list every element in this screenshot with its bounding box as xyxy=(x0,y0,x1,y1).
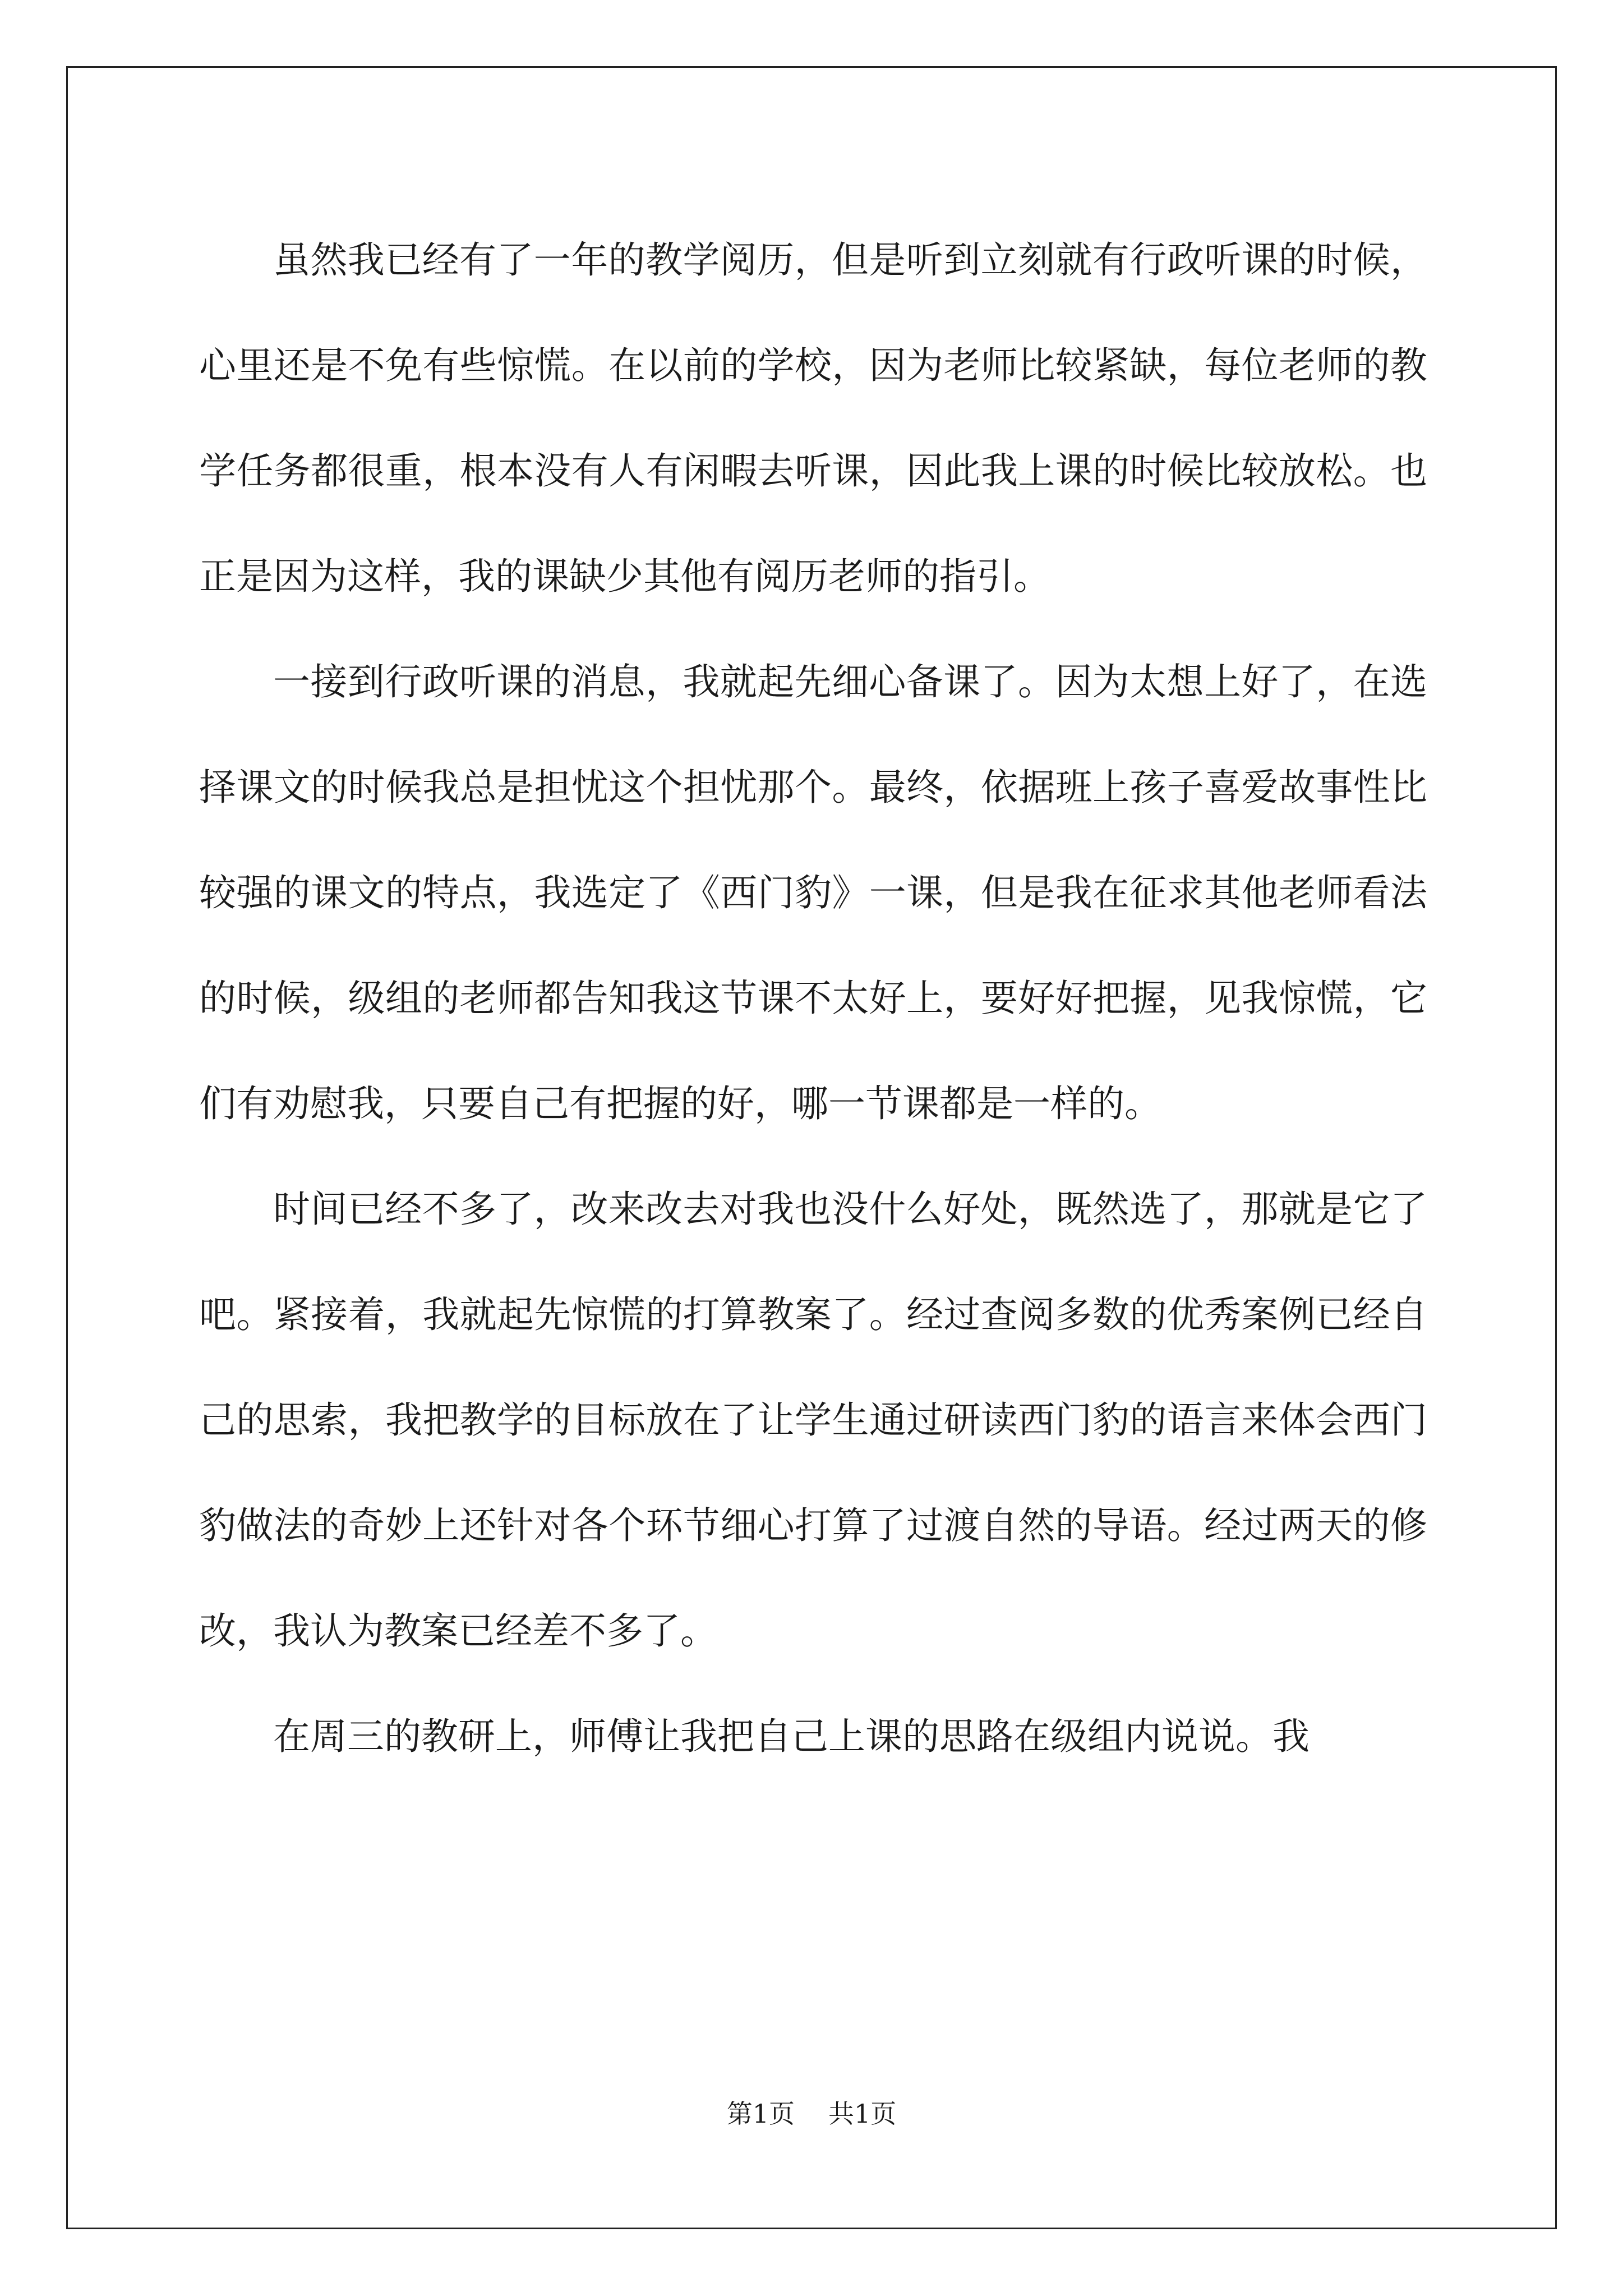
paragraph-1: 虽然我已经有了一年的教学阅历，但是听到立刻就有行政听课的时候，心里还是不免有些惊慌。在以前的学校，因为老师比较紧缺，每位老师的教学任务都很重，根本没有人有闲暇去听课，因此我上课的时候比较放松。也正是因为这样，我的课缺少其他有阅历老师的指引。 xyxy=(199,238,1427,598)
document-body xyxy=(199,208,1427,1789)
page-footer xyxy=(0,2097,1623,2131)
page-total: 共1页 xyxy=(828,2099,897,2129)
paragraph-4: 在周三的教研上，师傅让我把自己上课的思路在级组内说说。我 xyxy=(273,1715,1310,1758)
paragraph-3: 时间已经不多了，改来改去对我也没什么好处，既然选了，那就是它了吧。紧接着，我就起先惊慌的打算教案了。经过查阅多数的优秀案例已经自己的思索，我把教学的目标放在了让学生通过研读西门豹的语言来体会西门豹做法的奇妙上还针对各个环节细心打算了过渡自然的导语。经过两天的修改，我认为教案已经差不多了。 xyxy=(199,1188,1427,1653)
paragraph-2: 一接到行政听课的消息，我就起先细心备课了。因为太想上好了，在选择课文的时候我总是担忧这个担忧那个。最终，依据班上孩子喜爱故事性比较强的课文的特点，我选定了《西门豹》一课，但是我在征求其他老师看法的时候，级组的老师都告知我这节课不太好上，要好好把握，见我惊慌，它们有劝慰我，只要自己有把握的好，哪一节课都是一样的。 xyxy=(199,660,1427,1125)
page-number: 第1页 xyxy=(726,2099,795,2129)
